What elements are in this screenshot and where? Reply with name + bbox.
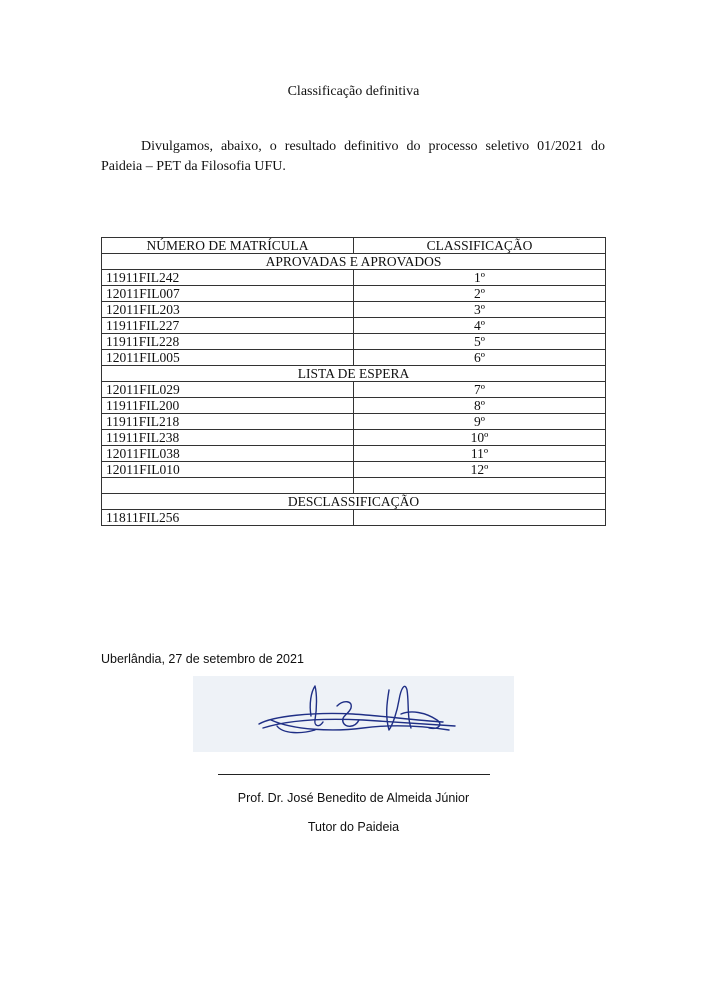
rank-cell	[354, 510, 606, 526]
table-row	[102, 350, 606, 366]
table-row	[102, 270, 606, 286]
registration-cell: 12011FIL203	[102, 302, 354, 318]
registration-cell: 11911FIL242	[102, 270, 354, 286]
rank-cell: 10º	[354, 430, 606, 446]
rank-cell: 7º	[354, 382, 606, 398]
table-row	[102, 382, 606, 398]
signature-line	[218, 774, 490, 775]
registration-cell: 12011FIL038	[102, 446, 354, 462]
rank-cell: 1º	[354, 270, 606, 286]
rank-cell: 5º	[354, 334, 606, 350]
results-table	[101, 237, 606, 526]
table-row	[102, 302, 606, 318]
section-row-disqualified	[102, 494, 606, 510]
table-row	[102, 414, 606, 430]
table-row	[102, 446, 606, 462]
rank-cell: 8º	[354, 398, 606, 414]
section-title-disqualified: DESCLASSIFICAÇÃO	[102, 494, 606, 510]
registration-cell: 12011FIL005	[102, 350, 354, 366]
registration-cell: 11911FIL228	[102, 334, 354, 350]
section-row-approved	[102, 254, 606, 270]
section-row-waitlist	[102, 366, 606, 382]
document-title: Classificação definitiva	[287, 84, 420, 99]
rank-cell: 12º	[354, 462, 606, 478]
empty-cell	[354, 478, 606, 494]
table-row	[102, 286, 606, 302]
signer-name: Prof. Dr. José Benedito de Almeida Júnior	[237, 791, 470, 805]
registration-cell: 12011FIL010	[102, 462, 354, 478]
rank-cell: 9º	[354, 414, 606, 430]
registration-cell: 12011FIL029	[102, 382, 354, 398]
section-title-approved: APROVADAS E APROVADOS	[102, 254, 606, 270]
table-header-row	[102, 238, 606, 254]
registration-cell: 11811FIL256	[102, 510, 354, 526]
rank-cell: 6º	[354, 350, 606, 366]
place-date: Uberlândia, 27 de setembro de 2021	[101, 652, 304, 666]
rank-cell: 2º	[354, 286, 606, 302]
signature-image	[193, 676, 514, 752]
table-row	[102, 510, 606, 526]
intro-paragraph: Divulgamos, abaixo, o resultado definitivo do processo seletivo 01/2021 do Paideia – PET da Filosofia UFU.	[101, 139, 605, 174]
rank-cell: 4º	[354, 318, 606, 334]
table-row	[102, 318, 606, 334]
header-registration: NÚMERO DE MATRÍCULA	[102, 238, 354, 254]
table-row	[102, 430, 606, 446]
empty-row	[102, 478, 606, 494]
table-row	[102, 398, 606, 414]
signer-role: Tutor do Paideia	[307, 820, 400, 834]
table-row	[102, 334, 606, 350]
table-row	[102, 462, 606, 478]
registration-cell: 11911FIL218	[102, 414, 354, 430]
header-classification: CLASSIFICAÇÃO	[354, 238, 606, 254]
empty-cell	[102, 478, 354, 494]
section-title-waitlist: LISTA DE ESPERA	[102, 366, 606, 382]
registration-cell: 12011FIL007	[102, 286, 354, 302]
registration-cell: 11911FIL200	[102, 398, 354, 414]
signature-scribble	[193, 676, 514, 752]
registration-cell: 11911FIL238	[102, 430, 354, 446]
rank-cell: 3º	[354, 302, 606, 318]
registration-cell: 11911FIL227	[102, 318, 354, 334]
rank-cell: 11º	[354, 446, 606, 462]
